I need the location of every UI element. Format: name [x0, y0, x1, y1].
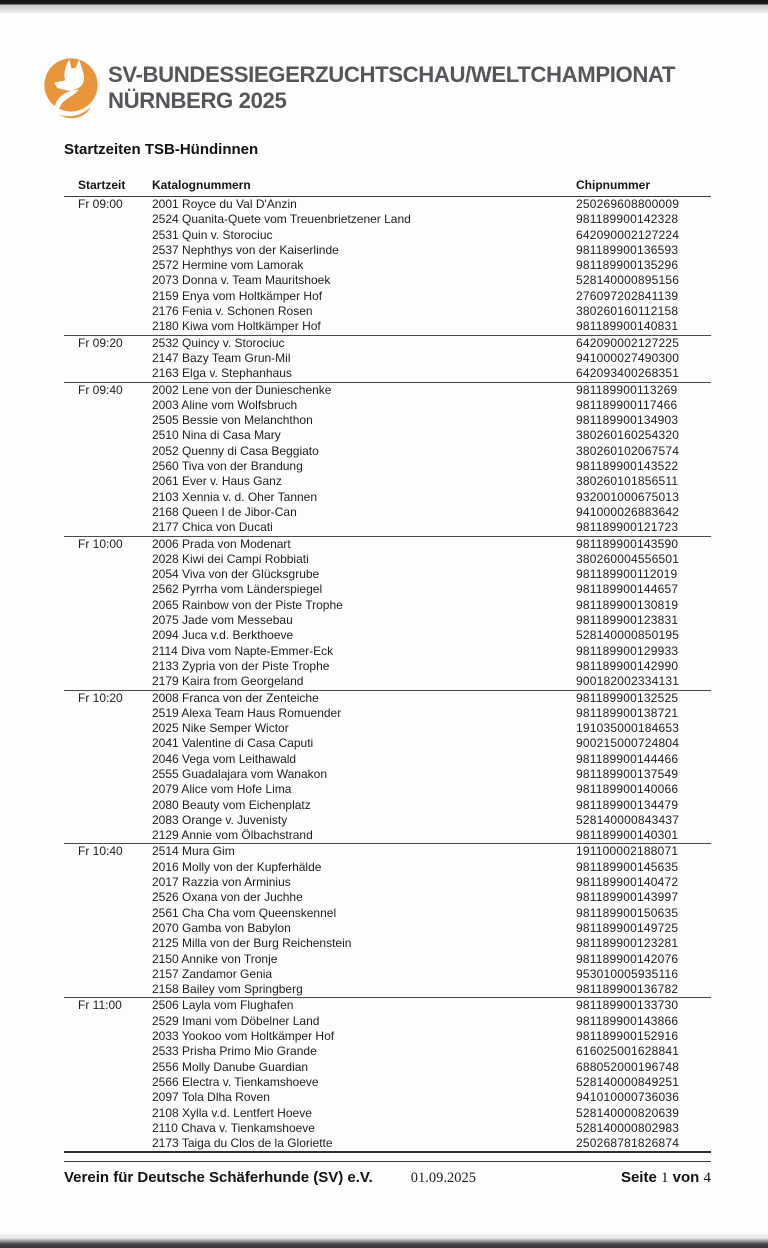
table-header-row — [64, 176, 711, 197]
table-row — [64, 936, 711, 951]
chipnummer-cell: 981189900123281 — [576, 936, 679, 951]
table-row — [64, 952, 711, 967]
katalognummer-cell: 2147 Bazy Team Grun-Mil — [152, 350, 291, 365]
table-row — [64, 706, 711, 721]
table-row — [64, 1121, 711, 1136]
table-row — [64, 474, 711, 489]
katalognummer-cell: 2002 Lene von der Dunieschenke — [152, 382, 332, 397]
page-footer — [64, 1161, 711, 1187]
chipnummer-cell: 528140000895156 — [576, 273, 680, 288]
table-row — [64, 1060, 711, 1075]
table-row — [64, 752, 711, 767]
startzeit-cell — [64, 1136, 152, 1152]
chipnummer-cell: 981189900140472 — [576, 875, 679, 890]
katalognummer-cell: 2061 Ever v. Haus Ganz — [152, 474, 282, 489]
table-row — [64, 921, 711, 936]
table-row — [64, 552, 711, 567]
footer-date: 01.09.2025 — [410, 1170, 476, 1186]
table-row — [64, 628, 711, 643]
table-row — [64, 1044, 711, 1059]
katalognummer-cell: 2526 Oxana von der Juchhe — [152, 890, 303, 905]
katalognummer-cell: 2052 Quenny di Casa Beggiato — [152, 443, 319, 458]
chipnummer-cell: 981189900137549 — [576, 766, 679, 781]
chipnummer-cell: 981189900143997 — [576, 890, 679, 905]
katalognummer-cell: 2033 Yookoo vom Holtkämper Hof — [152, 1029, 335, 1044]
startzeit-cell — [64, 936, 152, 951]
katalognummer-cell: 2566 Electra v. Tienkamshoeve — [152, 1074, 319, 1089]
chipnummer-cell: 191100002188071 — [576, 844, 679, 859]
katalognummer-cell: 2173 Taiga du Clos de la Gloriette — [152, 1136, 333, 1151]
startzeit-cell — [64, 351, 152, 366]
event-title-line2: NÜRNBERG 2025 — [108, 88, 287, 113]
chipnummer-cell: 380260101856511 — [576, 474, 679, 489]
table-row — [64, 1075, 711, 1090]
chipnummer-cell: 981189900112019 — [576, 567, 678, 582]
table-row — [64, 1106, 711, 1121]
startzeit-cell — [64, 674, 152, 690]
table-row — [64, 351, 711, 366]
chipnummer-cell: 981189900123831 — [576, 613, 679, 628]
katalognummer-cell: 2097 Tola Dlha Roven — [152, 1090, 270, 1105]
startzeit-cell — [64, 860, 152, 875]
startzeit-cell — [64, 921, 152, 936]
katalognummer-cell: 2572 Hermine vom Lamorak — [152, 258, 304, 273]
startzeit-cell — [64, 212, 152, 227]
table-row — [64, 444, 711, 459]
chipnummer-cell: 981189900135296 — [576, 258, 679, 273]
katalognummer-cell: 2073 Donna v. Team Mauritshoek — [152, 273, 331, 288]
katalognummer-cell: 2003 Aline vom Wolfsbruch — [152, 397, 298, 412]
table-row — [64, 505, 711, 520]
chipnummer-cell: 981189900143522 — [576, 459, 679, 474]
startzeit-cell — [64, 1014, 152, 1029]
time-group — [64, 197, 711, 336]
startzeit-cell — [64, 967, 152, 982]
table-row — [64, 767, 711, 782]
startzeit-cell: Fr 10:00 — [78, 536, 123, 551]
katalognummer-cell: 2562 Pyrrha vom Länderspiegel — [152, 582, 323, 597]
startzeit-cell — [64, 258, 152, 273]
table-row — [64, 613, 711, 628]
footer-page-total: 4 — [703, 1170, 711, 1186]
event-title-line1: SV-BUNDESSIEGERZUCHTSCHAU/WELTCHAMPIONAT — [108, 62, 676, 87]
chipnummer-cell: 981189900113269 — [576, 382, 678, 397]
katalognummer-cell: 2537 Nephthys von der Kaiserlinde — [152, 242, 339, 257]
katalognummer-cell: 2129 Annie vom Ölbachstrand — [152, 828, 313, 843]
chipnummer-cell: 688052000196748 — [576, 1059, 680, 1074]
chipnummer-cell: 981189900129933 — [576, 643, 679, 658]
katalognummer-cell: 2114 Diva vom Napte-Emmer-Eck — [152, 643, 334, 658]
col-header-katalognummern: Katalognummern — [152, 176, 576, 197]
katalognummer-cell: 2506 Layla vom Flughafen — [152, 998, 294, 1013]
chipnummer-cell: 981189900136782 — [576, 982, 679, 997]
chipnummer-cell: 981189900143866 — [576, 1013, 679, 1028]
chipnummer-cell: 380260160254320 — [576, 428, 680, 443]
footer-page-indicator — [621, 1169, 711, 1187]
chipnummer-cell: 900215000724804 — [576, 736, 680, 751]
device-bottom-bar — [0, 1234, 768, 1248]
table-row — [64, 798, 711, 813]
chipnummer-cell: 380260102067574 — [576, 443, 680, 458]
startzeit-cell: Fr 09:40 — [78, 382, 123, 397]
table-row — [64, 674, 711, 690]
table-row — [64, 860, 711, 875]
table-row — [64, 906, 711, 921]
chipnummer-cell: 981189900132525 — [576, 690, 679, 705]
table-row — [64, 413, 711, 428]
table-row — [64, 382, 711, 398]
table-row — [64, 243, 711, 258]
chipnummer-cell: 528140000843437 — [576, 812, 680, 827]
startzeit-cell — [64, 890, 152, 905]
col-header-chipnummer: Chipnummer — [576, 176, 711, 197]
table-row — [64, 982, 711, 998]
katalognummer-cell: 2065 Rainbow von der Piste Trophe — [152, 597, 343, 612]
start-times-table-wrap — [64, 176, 711, 1153]
chipnummer-cell: 981189900145635 — [576, 859, 679, 874]
table-row — [64, 1136, 711, 1152]
startzeit-cell — [64, 444, 152, 459]
time-group — [64, 335, 711, 382]
katalognummer-cell: 2094 Juca v.d. Berkthoeve — [152, 628, 294, 643]
table-row — [64, 598, 711, 613]
startzeit-cell — [64, 520, 152, 536]
chipnummer-cell: 528140000802983 — [576, 1120, 680, 1135]
katalognummer-cell: 2510 Nina di Casa Mary — [152, 428, 281, 443]
chipnummer-cell: 981189900134903 — [576, 413, 679, 428]
startzeit-cell — [64, 1075, 152, 1090]
katalognummer-cell: 2179 Kaira from Georgeland — [152, 674, 304, 689]
table-row — [64, 304, 711, 319]
startzeit-cell: Fr 11:00 — [78, 998, 122, 1013]
table-row — [64, 659, 711, 674]
katalognummer-cell: 2519 Alexa Team Haus Romuender — [152, 705, 342, 720]
katalognummer-cell: 2006 Prada von Modenart — [152, 536, 291, 551]
startzeit-cell — [64, 828, 152, 844]
startzeit-cell: Fr 09:00 — [78, 197, 123, 211]
chipnummer-cell: 981189900134479 — [576, 797, 679, 812]
chipnummer-cell: 981189900150635 — [576, 905, 679, 920]
chipnummer-cell: 528140000849251 — [576, 1074, 680, 1089]
katalognummer-cell: 2560 Tiva von der Brandung — [152, 459, 303, 474]
sv-dog-head-logo — [42, 56, 100, 122]
chipnummer-cell: 276097202841139 — [576, 288, 679, 303]
chipnummer-cell: 528140000850195 — [576, 628, 680, 643]
startzeit-cell — [64, 413, 152, 428]
startzeit-cell — [64, 659, 152, 674]
katalognummer-cell: 2158 Bailey vom Springberg — [152, 982, 303, 997]
chipnummer-cell: 191035000184653 — [576, 721, 680, 736]
katalognummer-cell: 2561 Cha Cha vom Queenskennel — [152, 905, 337, 920]
startzeit-cell — [64, 982, 152, 998]
katalognummer-cell: 2017 Razzia von Arminius — [152, 875, 291, 890]
footer-organization: Verein für Deutsche Schäferhunde (SV) e.V. — [64, 1169, 373, 1186]
katalognummer-cell: 2079 Alice vom Hofe Lima — [152, 782, 292, 797]
chipnummer-cell: 981189900138721 — [576, 705, 679, 720]
startzeit-cell — [64, 243, 152, 258]
katalognummer-cell: 2556 Molly Danube Guardian — [152, 1059, 309, 1074]
footer-page-of: von — [672, 1169, 700, 1186]
table-row — [64, 1014, 711, 1029]
katalognummer-cell: 2083 Orange v. Juvenisty — [152, 812, 288, 827]
chipnummer-cell: 981189900144466 — [576, 751, 679, 766]
startzeit-cell — [64, 505, 152, 520]
katalognummer-cell: 2159 Enya vom Holtkämper Hof — [152, 288, 323, 303]
chipnummer-cell: 981189900136593 — [576, 242, 679, 257]
chipnummer-cell: 981189900140066 — [576, 782, 679, 797]
table-row — [64, 398, 711, 413]
katalognummer-cell: 2524 Quanita-Quete vom Treuenbrietzener Land — [152, 212, 411, 227]
chipnummer-cell: 981189900130819 — [576, 597, 679, 612]
startzeit-cell — [64, 552, 152, 567]
table-row — [64, 319, 711, 335]
document-header — [42, 56, 684, 122]
katalognummer-cell: 2046 Vega vom Leithawald — [152, 751, 297, 766]
table-row — [64, 273, 711, 288]
katalognummer-cell: 2529 Imani vom Döbelner Land — [152, 1013, 320, 1028]
startzeit-cell — [64, 782, 152, 797]
startzeit-cell — [64, 598, 152, 613]
chipnummer-cell: 932001000675013 — [576, 489, 680, 504]
table-row — [64, 567, 711, 582]
katalognummer-cell: 2163 Elga v. Stephanhaus — [152, 366, 292, 381]
table-row — [64, 721, 711, 736]
katalognummer-cell: 2176 Fenia v. Schonen Rosen — [152, 304, 313, 319]
chipnummer-cell: 616025001628841 — [576, 1044, 680, 1059]
footer-page-current: 1 — [660, 1170, 669, 1186]
table-row — [64, 258, 711, 273]
schedule-table — [64, 176, 711, 1153]
table-row — [64, 813, 711, 828]
startzeit-cell — [64, 706, 152, 721]
time-group — [64, 844, 711, 998]
table-row — [64, 782, 711, 797]
katalognummer-cell: 2125 Milla von der Burg Reichenstein — [152, 936, 352, 951]
time-group — [64, 998, 711, 1152]
startzeit-cell — [64, 1060, 152, 1075]
chipnummer-cell: 981189900140301 — [576, 828, 679, 843]
chipnummer-cell: 941000027490300 — [576, 350, 680, 365]
katalognummer-cell: 2133 Zypria von der Piste Trophe — [152, 658, 330, 673]
table-row — [64, 228, 711, 243]
startzeit-cell — [64, 228, 152, 243]
table-row — [64, 644, 711, 659]
startzeit-cell — [64, 813, 152, 828]
chipnummer-cell: 250269608800009 — [576, 197, 680, 211]
startzeit-cell — [64, 798, 152, 813]
table-row — [64, 736, 711, 751]
katalognummer-cell: 2041 Valentine di Casa Caputi — [152, 736, 314, 751]
table-row — [64, 536, 711, 552]
katalognummer-cell: 2001 Royce du Val D'Anzin — [152, 197, 297, 211]
startzeit-cell — [64, 1121, 152, 1136]
table-row — [64, 967, 711, 982]
katalognummer-cell: 2054 Viva von der Glücksgrube — [152, 567, 320, 582]
startzeit-cell — [64, 428, 152, 443]
chipnummer-cell: 380260004556501 — [576, 551, 680, 566]
katalognummer-cell: 2103 Xennia v. d. Oher Tannen — [152, 489, 318, 504]
table-row — [64, 212, 711, 227]
katalognummer-cell: 2177 Chica von Ducati — [152, 520, 273, 535]
startzeit-cell — [64, 459, 152, 474]
katalognummer-cell: 2555 Guadalajara vom Wanakon — [152, 766, 327, 781]
katalognummer-cell: 2108 Xylla v.d. Lentfert Hoeve — [152, 1105, 312, 1120]
katalognummer-cell: 2157 Zandamor Genia — [152, 966, 273, 981]
chipnummer-cell: 642090002127225 — [576, 335, 680, 350]
startzeit-cell — [64, 474, 152, 489]
startzeit-cell — [64, 1090, 152, 1105]
chipnummer-cell: 981189900152916 — [576, 1029, 679, 1044]
chipnummer-cell: 900182002334131 — [576, 674, 680, 689]
katalognummer-cell: 2150 Annike von Tronje — [152, 951, 278, 966]
chipnummer-cell: 642090002127224 — [576, 227, 680, 242]
chipnummer-cell: 981189900133730 — [576, 998, 679, 1013]
table-row — [64, 459, 711, 474]
katalognummer-cell: 2025 Nike Semper Wictor — [152, 721, 289, 736]
table-row — [64, 490, 711, 505]
startzeit-cell — [64, 721, 152, 736]
table-row — [64, 1090, 711, 1105]
chipnummer-cell: 981189900144657 — [576, 582, 679, 597]
startzeit-cell — [64, 1106, 152, 1121]
chipnummer-cell: 981189900142076 — [576, 951, 679, 966]
device-top-bar — [0, 0, 768, 13]
table-row — [64, 335, 711, 351]
startzeit-cell — [64, 366, 152, 382]
startzeit-cell — [64, 613, 152, 628]
startzeit-cell — [64, 273, 152, 288]
startzeit-cell — [64, 767, 152, 782]
katalognummer-cell: 2075 Jade vom Messebau — [152, 613, 293, 628]
startzeit-cell: Fr 10:20 — [78, 690, 123, 705]
katalognummer-cell: 2016 Molly von der Kupferhälde — [152, 859, 322, 874]
katalognummer-cell: 2505 Bessie von Melanchthon — [152, 413, 313, 428]
chipnummer-cell: 981189900117466 — [576, 397, 678, 412]
chipnummer-cell: 981189900143590 — [576, 536, 679, 551]
katalognummer-cell: 2532 Quincy v. Storociuc — [152, 335, 285, 350]
startzeit-cell — [64, 1029, 152, 1044]
col-header-startzeit: Startzeit — [64, 176, 152, 197]
table-row — [64, 289, 711, 304]
katalognummer-cell: 2180 Kiwa vom Holtkämper Hof — [152, 319, 321, 334]
startzeit-cell — [64, 875, 152, 890]
table-row — [64, 197, 711, 213]
table-row — [64, 428, 711, 443]
katalognummer-cell: 2168 Queen I de Jibor-Can — [152, 504, 297, 519]
startzeit-cell — [64, 490, 152, 505]
startzeit-cell — [64, 952, 152, 967]
chipnummer-cell: 528140000820639 — [576, 1105, 680, 1120]
table-row — [64, 690, 711, 706]
chipnummer-cell: 981189900142990 — [576, 658, 679, 673]
katalognummer-cell: 2531 Quin v. Storociuc — [152, 227, 273, 242]
startzeit-cell: Fr 10:40 — [78, 844, 123, 859]
table-row — [64, 844, 711, 860]
startzeit-cell — [64, 289, 152, 304]
page-title: Startzeiten TSB-Hündinnen — [64, 141, 259, 158]
table-row — [64, 1029, 711, 1044]
chipnummer-cell: 953010005935116 — [576, 966, 679, 981]
chipnummer-cell: 981189900149725 — [576, 920, 679, 935]
katalognummer-cell: 2533 Prisha Primo Mio Grande — [152, 1044, 317, 1059]
katalognummer-cell: 2080 Beauty vom Eichenplatz — [152, 797, 311, 812]
chipnummer-cell: 981189900142328 — [576, 212, 679, 227]
startzeit-cell — [64, 398, 152, 413]
startzeit-cell — [64, 582, 152, 597]
katalognummer-cell: 2070 Gamba von Babylon — [152, 920, 291, 935]
katalognummer-cell: 2514 Mura Gim — [152, 844, 235, 859]
katalognummer-cell: 2008 Franca von der Zenteiche — [152, 690, 319, 705]
startzeit-cell — [64, 736, 152, 751]
startzeit-cell — [64, 752, 152, 767]
table-row — [64, 828, 711, 844]
chipnummer-cell: 380260160112158 — [576, 304, 679, 319]
table-row — [64, 582, 711, 597]
time-group — [64, 536, 711, 690]
startzeit-cell — [64, 1044, 152, 1059]
chipnummer-cell: 941000026883642 — [576, 504, 680, 519]
table-row — [64, 520, 711, 536]
startzeit-cell — [64, 644, 152, 659]
table-row — [64, 890, 711, 905]
katalognummer-cell: 2110 Chava v. Tienkamshoeve — [152, 1120, 315, 1135]
startzeit-cell — [64, 628, 152, 643]
table-row — [64, 998, 711, 1014]
startzeit-cell — [64, 304, 152, 319]
startzeit-cell — [64, 906, 152, 921]
startzeit-cell — [64, 319, 152, 335]
table-row — [64, 875, 711, 890]
katalognummer-cell: 2028 Kiwi dei Campi Robbiati — [152, 551, 309, 566]
chipnummer-cell: 981189900140831 — [576, 319, 679, 334]
chipnummer-cell: 250268781826874 — [576, 1136, 680, 1151]
time-group — [64, 382, 711, 536]
startzeit-cell: Fr 09:20 — [78, 335, 123, 350]
time-group — [64, 690, 711, 844]
chipnummer-cell: 941010000736036 — [576, 1090, 680, 1105]
chipnummer-cell: 981189900121723 — [576, 520, 679, 535]
startzeit-cell — [64, 567, 152, 582]
chipnummer-cell: 642093400268351 — [576, 366, 680, 381]
footer-page-label: Seite — [620, 1169, 657, 1186]
table-row — [64, 366, 711, 382]
